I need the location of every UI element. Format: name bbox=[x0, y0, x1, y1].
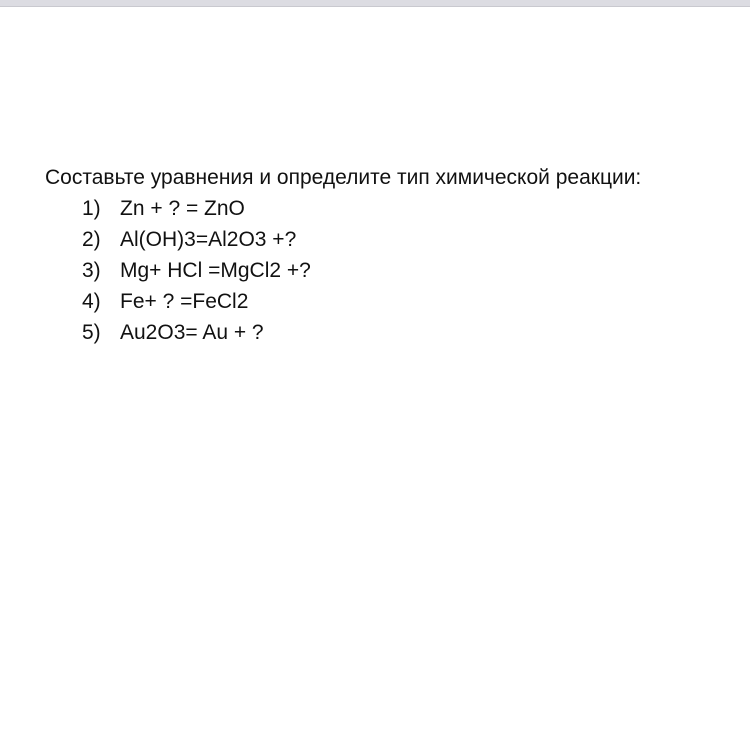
item-number: 1) bbox=[82, 197, 101, 220]
equation-text: Al(OH)3=Al2O3 +? bbox=[120, 228, 297, 251]
equation-text: Fe+ ? =FeCl2 bbox=[120, 290, 249, 313]
list-item bbox=[45, 224, 735, 255]
list-item bbox=[45, 317, 735, 348]
equation-text: Mg+ HCl =MgCl2 +? bbox=[120, 259, 311, 282]
item-number: 5) bbox=[82, 321, 101, 344]
item-number: 3) bbox=[82, 259, 101, 282]
document-content bbox=[45, 162, 735, 348]
top-border bbox=[0, 0, 750, 7]
list-item bbox=[45, 286, 735, 317]
list-item bbox=[45, 255, 735, 286]
task-heading: Составьте уравнения и определите тип химической реакции: bbox=[45, 166, 642, 189]
item-number: 4) bbox=[82, 290, 101, 313]
equation-list bbox=[45, 193, 735, 348]
item-number: 2) bbox=[82, 228, 101, 251]
equation-text: Au2O3= Au + ? bbox=[120, 321, 264, 344]
list-item bbox=[45, 193, 735, 224]
equation-text: Zn + ? = ZnO bbox=[120, 197, 245, 220]
